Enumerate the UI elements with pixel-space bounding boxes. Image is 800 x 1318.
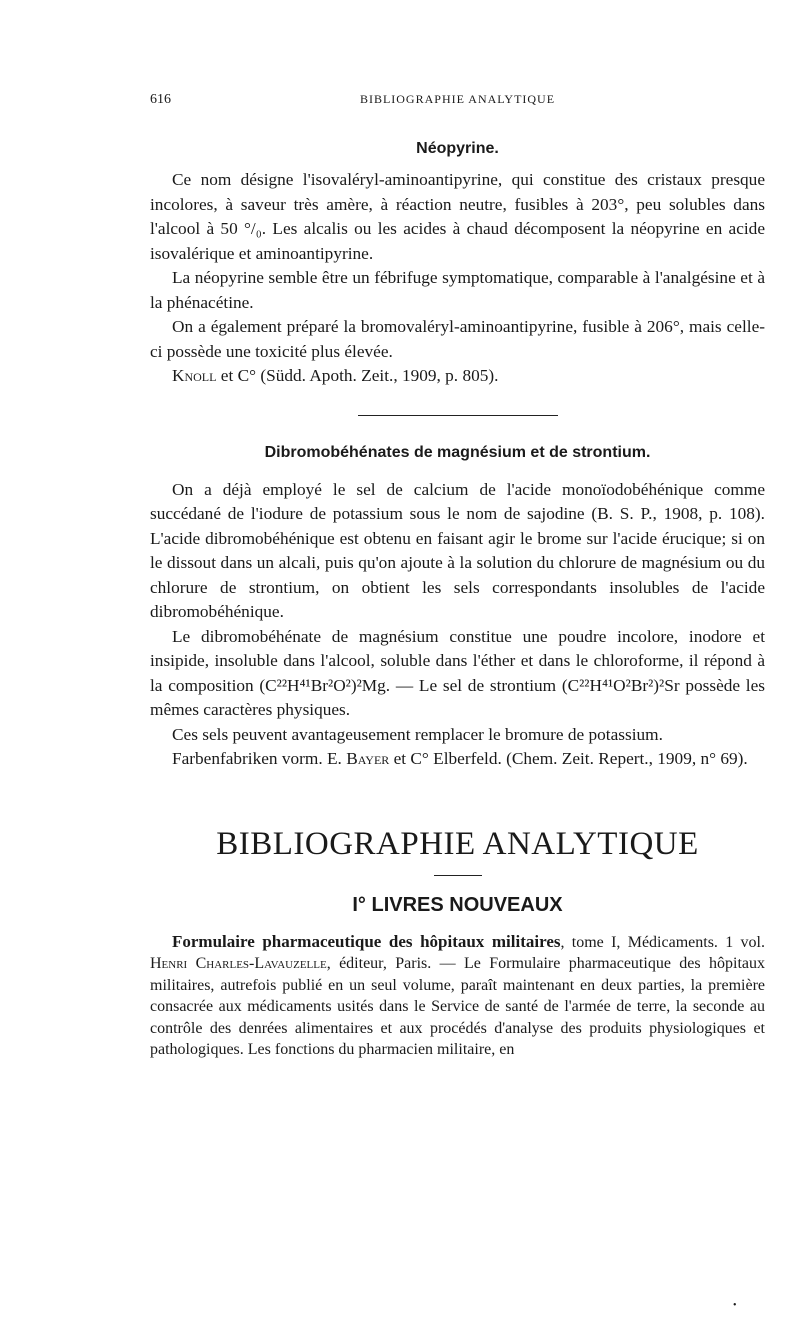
book-details: , tome I, Médicaments. 1 vol. <box>560 933 765 951</box>
reference-source: et C° Elberfeld. (Chem. Zeit. Repert., 1909, n° 69). <box>389 749 748 768</box>
section-heading-new-books: I° LIVRES NOUVEAUX <box>352 893 563 916</box>
reference-author: Knoll <box>172 366 217 385</box>
article-paragraph: Ces sels peuvent avantageusement remplacer le bromure de potassium. <box>172 724 663 744</box>
book-entry <box>150 931 765 1061</box>
page-ornament: • <box>733 1300 737 1311</box>
page-number: 616 <box>150 92 171 107</box>
article-paragraph: Le dibromobéhénate de magnésium constitue une poudre incolore, inodore et insipide, insoluble dans l'alcool, soluble dans l'éther et dans le chloroforme, il répond à la composition (C²²H⁴¹Br²O²)²Mg. — Le sel de strontium (C²²H⁴¹O²Br²)²Sr possède les mêmes caractères physiques. <box>150 626 765 719</box>
reference-source: et C° (Südd. Apoth. Zeit., 1909, p. 805). <box>216 366 499 385</box>
article-paragraph: La néopyrine semble être un fébrifuge symptomatique, comparable à l'analgésine et à la phénacétine. <box>150 268 765 312</box>
heading-rule <box>434 875 482 876</box>
article-paragraph: On a déjà employé le sel de calcium de l'acide monoïodobéhénique comme succédané de l'iodure de potassium sous le nom de sajodine (B. S. P., 1908, p. 108). L'acide dibromobéhénique est obtenu en faisant agir le brome sur l'acide érucique; si on le dissout dans un alcali, puis qu'on ajoute à la solution du chlorure de magnésium ou du chlorure de strontium, on obtient les sels correspondants insolubles de l'acide dibromobéhénique. <box>150 479 765 621</box>
book-description: , éditeur, Paris. — Le Formulaire pharmaceutique des hôpitaux militaires, autrefois publié en un seul volume, paraît maintenant en deux parties, la première consacrée aux médicaments usités dans le Service de santé de l'armée de terre, la seconde au contrôle des denrées alimentaires et aux procédés d'analyse des produits physiologiques et pathologiques. Les fonctions du pharmacien militaire, en <box>150 955 766 1058</box>
article-paragraph: On a également préparé la bromovaléryl-aminoantipyrine, fusible à 206°, mais celle-ci possède une toxicité plus élevée. <box>150 317 765 361</box>
running-title: BIBLIOGRAPHIE ANALYTIQUE <box>359 92 556 106</box>
reference-author: Bayer <box>346 749 390 768</box>
article-title-neopyrine: Néopyrine. <box>416 140 499 157</box>
article-reference <box>150 364 765 389</box>
section-separator <box>358 415 558 416</box>
reference-prefix: Farbenfabriken vorm. E. <box>172 749 347 768</box>
bibliography-heading: BIBLIOGRAPHIE ANALYTIQUE <box>216 825 699 862</box>
running-head <box>150 92 765 114</box>
book-publisher: Henri Charles-Lavauzelle <box>150 955 327 972</box>
article-reference <box>150 747 765 772</box>
article-paragraph: Ce nom désigne l'isovaléryl-aminoantipyrine, qui constitue des cristaux presque incolores, à saveur très amère, à réaction neutre, fusibles à 203°, peu solubles dans l'alcool à 50 °/₀. Les alcalis ou les acides à chaud décomposent la néopyrine en acide isovalérique et aminoantipyrine. <box>150 170 765 263</box>
article-title-dibromobehenates: Dibromobéhénates de magnésium et de strontium. <box>264 443 651 461</box>
document-page <box>150 92 765 1061</box>
book-title: Formulaire pharmaceutique des hôpitaux militaires <box>172 931 561 951</box>
